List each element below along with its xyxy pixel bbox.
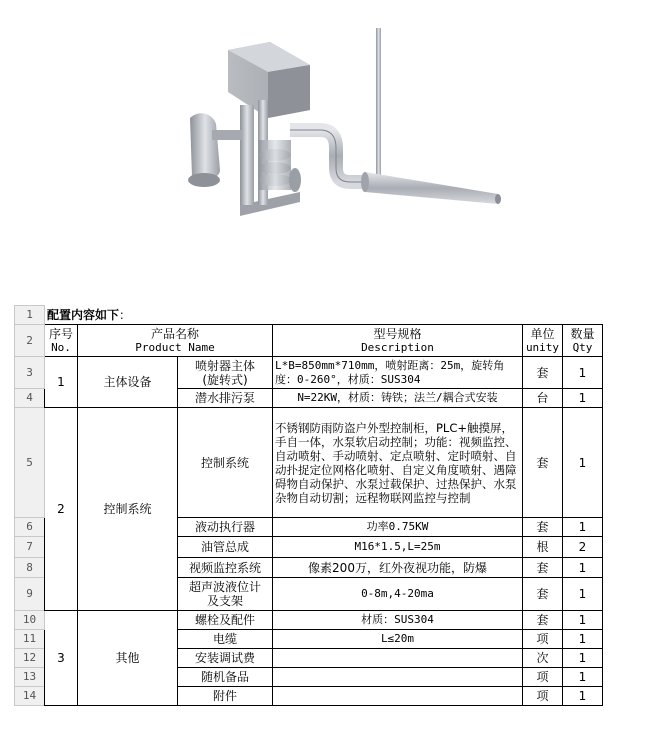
- item-unit: 项: [523, 668, 563, 687]
- item-unit: 台: [523, 389, 563, 408]
- header-unit: [523, 325, 563, 357]
- item-qty: 1: [563, 389, 603, 408]
- sheet-row-1: [15, 306, 603, 325]
- row-number: 9: [15, 578, 45, 611]
- item-spec: L≤20m: [273, 630, 523, 649]
- item-name: 油管总成: [178, 537, 273, 558]
- row-number: 3: [15, 357, 45, 389]
- item-name: 潜水排污泵: [178, 389, 273, 408]
- item-name: 超声波液位计 及支架: [178, 578, 273, 611]
- item-qty: 1: [563, 408, 603, 518]
- item-spec: 不锈钢防雨防盗户外型控制柜，PLC+触摸屏，手自一体，水泵软启动控制；功能：视频监控、自动喷射、手动喷射、定点喷射、定时喷射、自动扑捉定位网格化喷射、自定义角度喷射、遇障碍物自动保护、水泵过载保护、过热保护、水泵杂物自动切割；远程物联网监控与控制: [273, 408, 523, 518]
- header-spec-en: Description: [361, 340, 434, 354]
- item-unit: 套: [523, 558, 563, 578]
- header-no: [45, 325, 78, 357]
- item-name: 视频监控系统: [178, 558, 273, 578]
- item-name: 安装调试费: [178, 649, 273, 668]
- item-qty: 2: [563, 537, 603, 558]
- item-spec: [273, 668, 523, 687]
- row-number: 13: [15, 668, 45, 687]
- support-column: [240, 105, 254, 205]
- header-spec-cn: 型号规格: [373, 326, 422, 341]
- item-qty: 1: [563, 558, 603, 578]
- row-number: 6: [15, 518, 45, 537]
- item-unit: 套: [523, 408, 563, 518]
- item-unit: 套: [523, 611, 563, 630]
- group-no: 2: [45, 408, 78, 611]
- group-name: 其他: [78, 611, 178, 706]
- item-name: 电缆: [178, 630, 273, 649]
- item-qty: 1: [563, 611, 603, 630]
- header-name-en: Product Name: [135, 340, 215, 354]
- header-qty-cn: 数量: [570, 326, 595, 341]
- item-name: 随机备品: [178, 668, 273, 687]
- item-unit: 次: [523, 649, 563, 668]
- header-qty: [563, 325, 603, 357]
- header-unit-cn: 单位: [530, 326, 555, 341]
- item-name: 液动执行器: [178, 518, 273, 537]
- item-unit: 根: [523, 537, 563, 558]
- row-number: 10: [15, 611, 45, 630]
- item-qty: 1: [563, 357, 603, 389]
- item-spec: 0-8m,4-20ma: [273, 578, 523, 611]
- row-number: 14: [15, 687, 45, 706]
- group-no: 3: [45, 611, 78, 706]
- item-spec: N=22KW，材质：铸铁；法兰/耦合式安装: [273, 389, 523, 408]
- nozzle-barrel: [365, 172, 498, 204]
- item-spec: 像素200万，红外夜视功能，防爆: [273, 558, 523, 578]
- item-spec: [273, 687, 523, 706]
- item-unit: 套: [523, 578, 563, 611]
- item-spec: M16*1.5,L=25m: [273, 537, 523, 558]
- row-number: 1: [15, 306, 45, 325]
- item-unit: 套: [523, 357, 563, 389]
- item-name: 控制系统: [178, 408, 273, 518]
- group-name: 主体设备: [78, 357, 178, 408]
- item-qty: 1: [563, 518, 603, 537]
- row-number: 12: [15, 649, 45, 668]
- header-name-cn: 产品名称: [150, 326, 199, 341]
- header-name: [78, 325, 273, 357]
- group-name: 控制系统: [78, 408, 178, 611]
- row-number: 2: [15, 325, 45, 357]
- item-name: 螺栓及配件: [178, 611, 273, 630]
- item-qty: 1: [563, 687, 603, 706]
- row-number: 8: [15, 558, 45, 578]
- item-qty: 1: [563, 668, 603, 687]
- product-illustration: [150, 20, 510, 250]
- row-number: 11: [15, 630, 45, 649]
- header-qty-en: Qty: [572, 340, 593, 354]
- header-unit-en: unity: [525, 340, 560, 354]
- header-no-en: No.: [51, 340, 71, 354]
- item-spec: L*B=850mm*710mm，喷射距离：25m，旋转角度：0-260°，材质：SUS304: [273, 357, 523, 389]
- item-spec: 材质：SUS304: [273, 611, 523, 630]
- table-row: [15, 357, 603, 389]
- row-number: 7: [15, 537, 45, 558]
- item-unit: 项: [523, 687, 563, 706]
- header-no-cn: 序号: [48, 326, 73, 341]
- sheet-title: [45, 306, 603, 325]
- submersible-pump: [190, 113, 220, 180]
- item-qty: 1: [563, 578, 603, 611]
- item-name: 喷射器主体 (旋转式): [178, 357, 273, 389]
- item-spec: 功率0.75KW: [273, 518, 523, 537]
- item-unit: 套: [523, 518, 563, 537]
- item-name: 附件: [178, 687, 273, 706]
- elbow-pipe: [290, 130, 370, 182]
- configuration-table: [14, 305, 603, 706]
- table-row: [15, 408, 603, 518]
- item-spec: [273, 649, 523, 668]
- item-unit: 项: [523, 630, 563, 649]
- item-qty: 1: [563, 630, 603, 649]
- sheet-title-text: 配置内容如下: [47, 307, 120, 322]
- table-row: [15, 611, 603, 630]
- group-no: 1: [45, 357, 78, 408]
- row-number: 4: [15, 389, 45, 408]
- sheet-title-colon: ：: [119, 307, 132, 322]
- row-number: 5: [15, 408, 45, 518]
- header-spec: [273, 325, 523, 357]
- item-qty: 1: [563, 649, 603, 668]
- header-row: [15, 325, 603, 357]
- guide-pole: [376, 28, 381, 188]
